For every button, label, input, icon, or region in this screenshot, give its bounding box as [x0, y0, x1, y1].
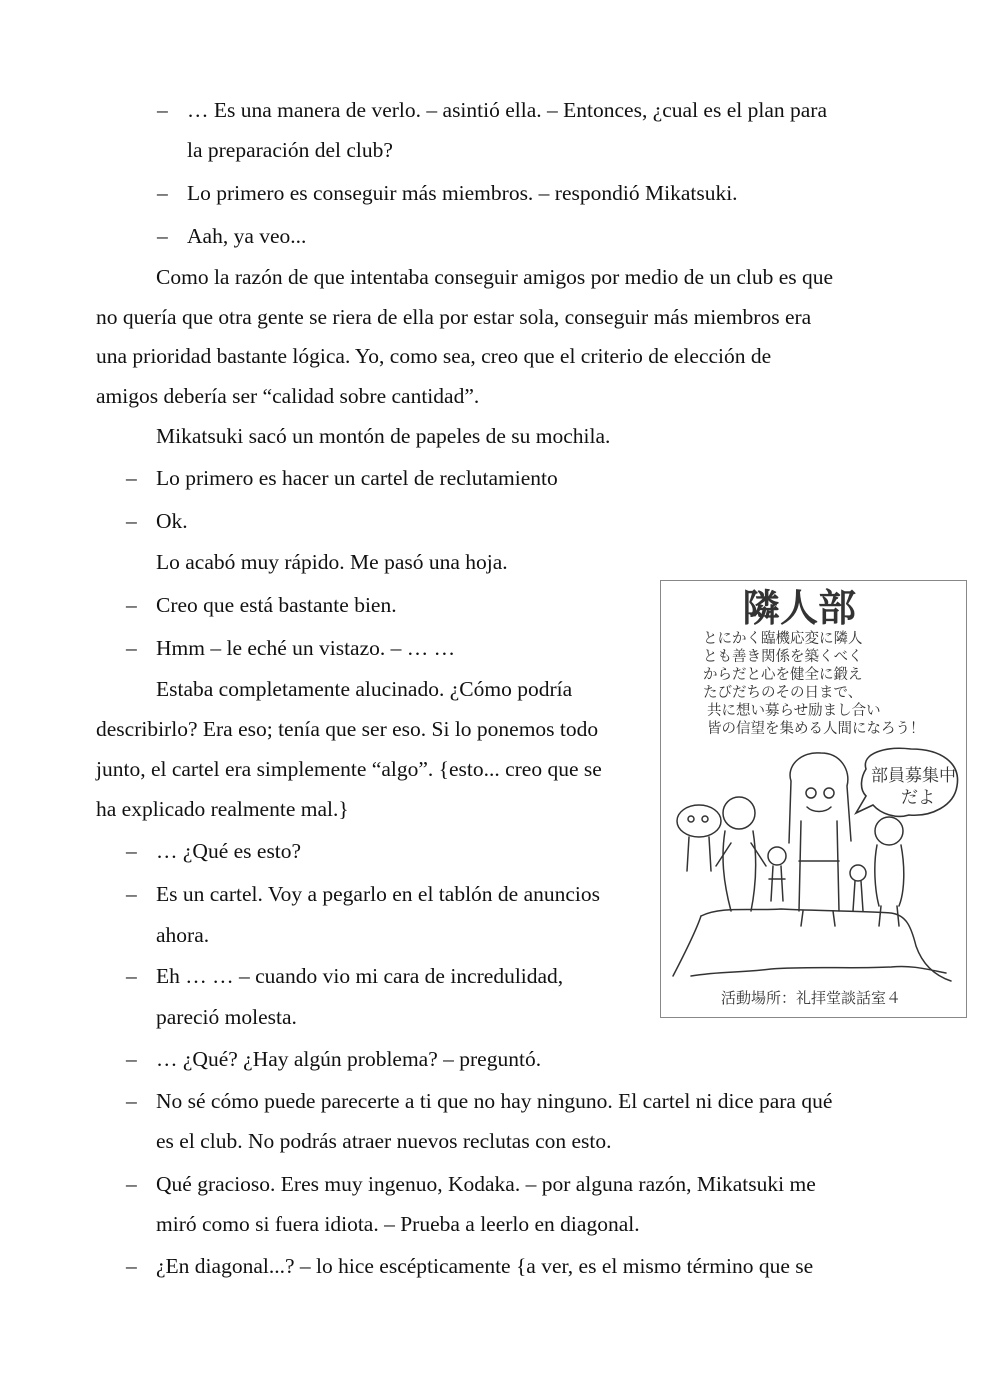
dialogue-dash: – [126, 882, 137, 906]
text-line: ¿En diagonal...? – lo hice escépticamente {a ver, es el mismo término que se [156, 1254, 814, 1278]
text-line: ahora. [156, 923, 210, 947]
text-line: Ok. [156, 509, 188, 533]
text-line: Creo que está bastante bien. [156, 593, 397, 617]
text-line: ha explicado realmente mal.} [96, 797, 349, 821]
dialogue-dash: – [126, 1254, 137, 1278]
text-line: Eh … … – cuando vio mi cara de incredulidad, [156, 964, 564, 988]
poster-footer: 活動場所：礼拝堂談話室４ [721, 989, 902, 1007]
dialogue-dash: – [126, 509, 137, 533]
dialogue-dash: – [157, 181, 168, 205]
text-line: … ¿Qué es esto? [156, 839, 302, 863]
recruitment-poster-image [660, 580, 967, 1018]
text-line: Mikatsuki sacó un montón de papeles de su mochila. [156, 424, 611, 448]
dialogue-dash: – [126, 1172, 137, 1196]
text-line: Estaba completamente alucinado. ¿Cómo podría [156, 677, 573, 701]
text-line: Aah, ya veo... [187, 224, 307, 248]
poster-body-line: 共に想い募らせ励まし合い [707, 703, 881, 719]
poster-body-line: 皆の信望を集める人間になろう！ [707, 721, 925, 737]
dialogue-dash: – [126, 466, 137, 490]
text-line: describirlo? Era eso; tenía que ser eso. Si lo ponemos todo [96, 717, 599, 741]
poster-body-line: からだと心を健全に鍛え [703, 667, 863, 683]
text-line: Lo primero es hacer un cartel de reclutamiento [156, 466, 558, 490]
poster-body-line: たびだちのその日まで、 [703, 685, 863, 701]
dialogue-dash: – [157, 224, 168, 248]
dialogue-dash: – [126, 1047, 137, 1071]
text-line: Lo primero es conseguir más miembros. – respondió Mikatsuki. [187, 181, 738, 205]
poster-title: 隣人部 [741, 586, 857, 630]
bubble-text: 部員募集中 [871, 766, 956, 786]
dialogue-dash: – [126, 964, 137, 988]
text-line: es el club. No podrás atraer nuevos reclutas con esto. [156, 1129, 612, 1153]
text-line: miró como si fuera idiota. – Prueba a leerlo en diagonal. [156, 1212, 640, 1236]
text-line: la preparación del club? [187, 138, 393, 162]
text-line: No sé cómo puede parecerte a ti que no hay ninguno. El cartel ni dice para qué [156, 1089, 833, 1113]
text-line: no quería que otra gente se riera de ella por estar sola, conseguir más miembros era [96, 305, 812, 329]
dialogue-dash: – [126, 636, 137, 660]
text-line: amigos debería ser “calidad sobre cantidad”. [96, 384, 480, 408]
dialogue-dash: – [157, 98, 168, 122]
text-line: Hmm – le eché un vistazo. – … … [156, 636, 456, 660]
text-line: … ¿Qué? ¿Hay algún problema? – preguntó. [156, 1047, 542, 1071]
text-line: Como la razón de que intentaba conseguir amigos por medio de un club es que [156, 265, 834, 289]
text-line: Qué gracioso. Eres muy ingenuo, Kodaka. – por alguna razón, Mikatsuki me [156, 1172, 816, 1196]
text-line: junto, el cartel era simplemente “algo”. {esto... creo que se [96, 757, 602, 781]
text-line: una prioridad bastante lógica. Yo, como sea, creo que el criterio de elección de [96, 344, 772, 368]
text-line: Es un cartel. Voy a pegarlo en el tablón de anuncios [156, 882, 601, 906]
speech-bubble [856, 748, 958, 816]
poster-body-line: とにかく臨機応変に隣人 [703, 631, 863, 647]
poster-body-line: とも善き関係を築くべく [703, 649, 863, 665]
bubble-text: だよ [901, 788, 935, 808]
dialogue-dash: – [126, 1089, 137, 1113]
dialogue-dash: – [126, 839, 137, 863]
text-line: pareció molesta. [156, 1005, 297, 1029]
text-line: … Es una manera de verlo. – asintió ella. – Entonces, ¿cual es el plan para [187, 98, 827, 122]
dialogue-dash: – [126, 593, 137, 617]
text-line: Lo acabó muy rápido. Me pasó una hoja. [156, 550, 508, 574]
